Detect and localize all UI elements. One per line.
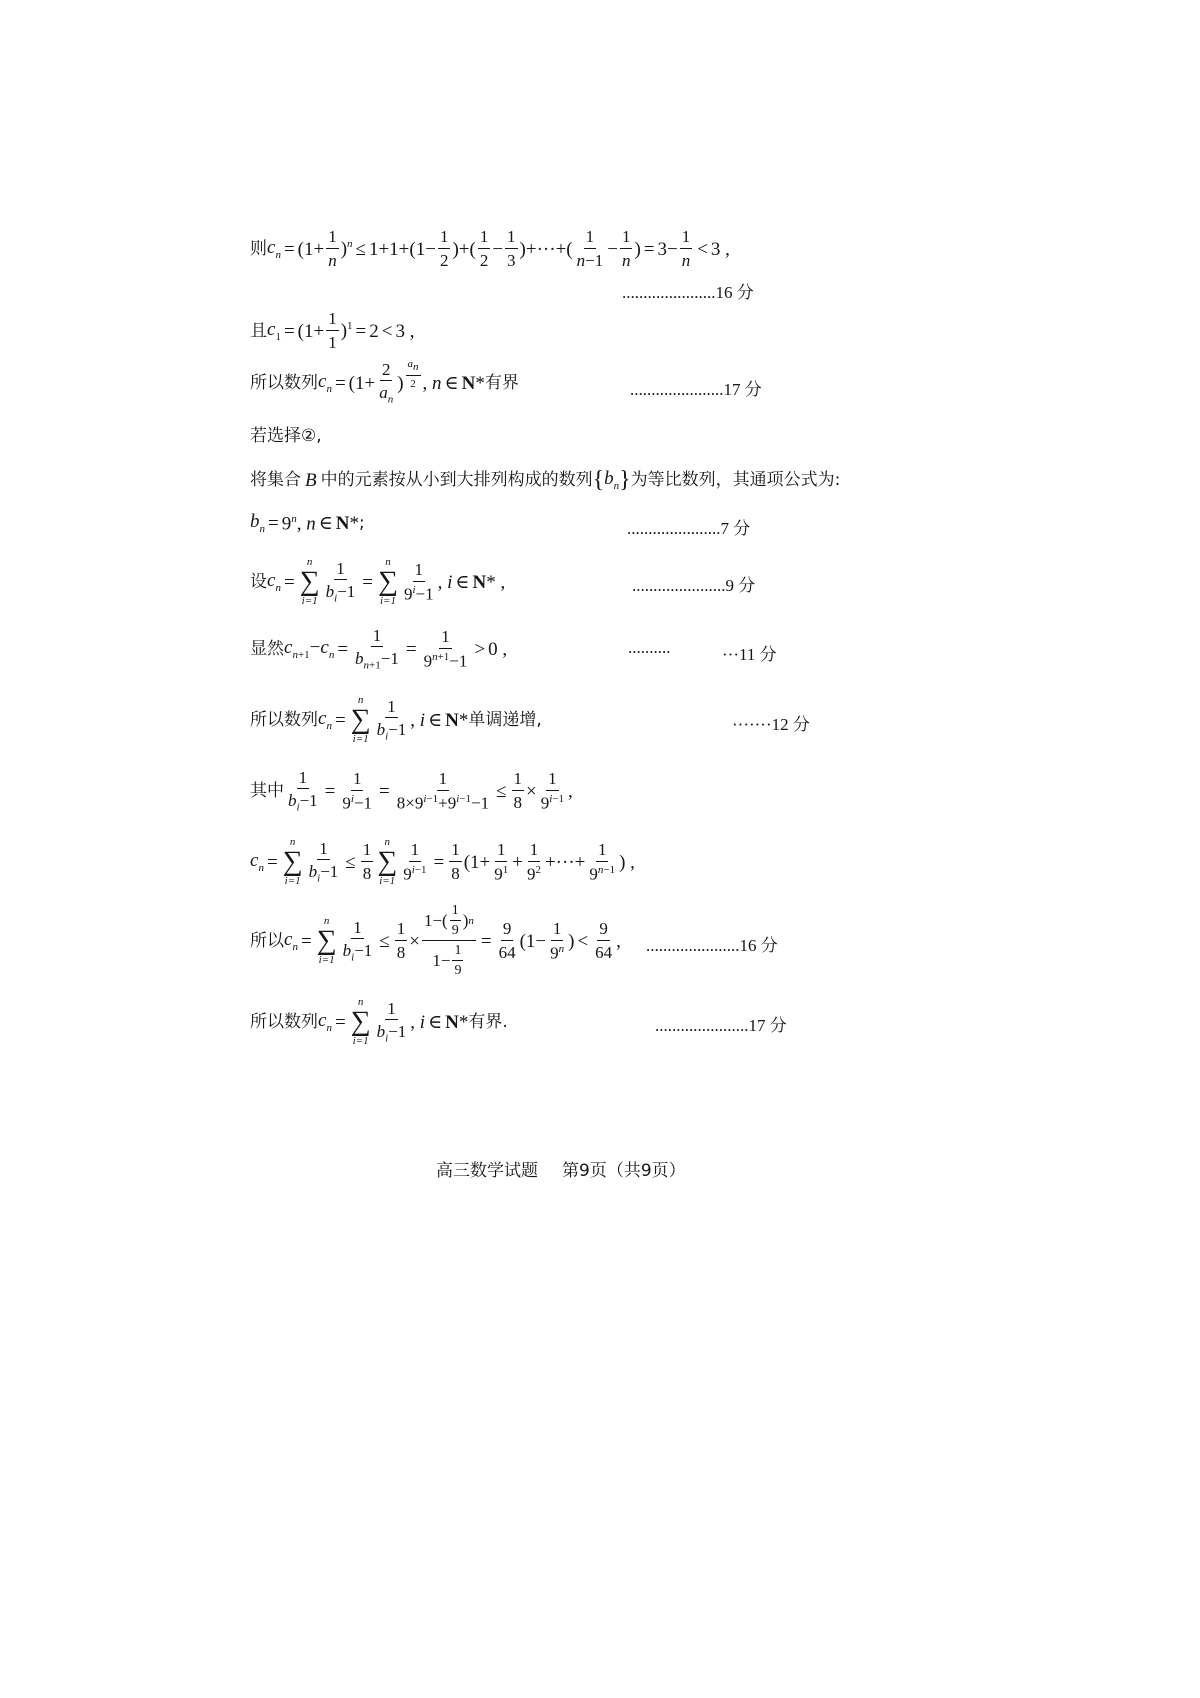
option-2-heading — [250, 428, 322, 445]
text-elements: 中的元素按从小到大排列构成的数列 — [320, 469, 593, 490]
proof-line-term-bound: 其中 $\frac{1}{b_i-1}$ = $\frac{1}{9^i-1}$ = $\frac{1}{8\times 9^{i-1}+9^{i-1}-1}$ ≤ $\frac{1}{8}$ × $\frac{1}{9^{i-1}}$ , — [250, 767, 573, 814]
text-and: 且 — [250, 320, 267, 341]
proof-line-sum-bound: $c_n$ = n ∑ i=1 $\frac{1}{b_i-1}$ ≤ $\frac{1}{8}$ n ∑ i=1 $\frac{1}{9^{i-1}}$ = $\frac{1}{8}$ (1+ $\frac{1}{9^1}$ + $\frac{1}{9^2}$ +···+ $\frac{1}{9^{n-1}}$ ) , — [250, 836, 635, 887]
proof-line-bounded-1: 所以数列 $c_n$ = (1+ $\frac{2}{a_n}$ ) $\frac{a_n}{2}$ , n ∈ N * 有界 — [250, 358, 519, 406]
score-17-first: ......................17 分 — [630, 380, 762, 399]
score-7: ......................7 分 — [627, 519, 751, 538]
score-12: ·······12 分 — [732, 715, 810, 734]
text-bounded: 有界. — [468, 1011, 508, 1032]
score-17-second: ......................17 分 — [655, 1016, 787, 1035]
proof-line-geometric-sum: 所以 $c_n$ = n ∑ i=1 $\frac{1}{b_i-1}$ ≤ $\frac{1}{8}$ × 1−( $\frac{1}{9}$ ) n 1− $\frac{1}{9}$ = $\frac{9}{64}$ (1− $\frac{1}{9^n}$ ) < $\frac{9}{64}$ , — [250, 902, 621, 979]
text-then: 则 — [250, 238, 267, 259]
score-9: ......................9 分 — [632, 576, 756, 595]
proof-line-difference: 显然 $c_{n+1}-c_n$ = $\frac{1}{b_{n+1}-1}$ = $\frac{1}{9^{n+1}-1}$ > 0 , — [250, 625, 508, 672]
text-therefore-sequence: 所以数列 — [250, 372, 318, 393]
score-16-first: ......................16 分 — [622, 283, 754, 302]
text-bounded: 有界 — [484, 372, 519, 393]
proof-line-cn-def: 设 $c_n$ = n ∑ i=1 $\frac{1}{b_i-1}$ = n ∑ i=1 $\frac{1}{9^i-1}$ , i ∈ N * , — [250, 556, 506, 607]
text-where: 其中 — [250, 780, 284, 801]
math-expr: $c_n$ — [267, 236, 281, 261]
footer-subject: 高三数学试题 — [436, 1161, 538, 1181]
proof-line-set-b: 将集合 B 中的元素按从小到大排列构成的数列 { $b_n$ } 为等比数列，其通项公式为: — [250, 467, 841, 493]
proof-line-bn-formula: $b_n$ = 9$^n$, n ∈ N * ; — [250, 511, 365, 535]
text-set: 将集合 — [250, 469, 301, 490]
text-geometric: 为等比数列，其通项公式为: — [630, 469, 841, 490]
score-11: ···11 分 — [722, 645, 777, 664]
text-therefore-sequence: 所以数列 — [250, 709, 318, 730]
sum-symbol: n ∑ i=1 — [299, 556, 320, 607]
text-let: 设 — [250, 571, 267, 592]
score-11-dots: .......... — [628, 638, 671, 657]
text-obviously: 显然 — [250, 638, 284, 659]
proof-line-increasing: 所以数列 $c_n$ = n ∑ i=1 $\frac{1}{b_i-1}$ , i ∈ N * 单调递增, — [250, 694, 542, 745]
score-16-second: ......................16 分 — [646, 936, 778, 955]
proof-line-cn-bound: 则 $c_n$ = (1+ $\frac{1}{n}$ )$^n$ ≤ 1+1+(1− $\frac{1}{2}$ )+( $\frac{1}{2}$ − $\frac{1}{3}$ )+···+( $\frac{1}{n-1}$ − $\frac{1}{n}$ ) = 3− $\frac{1}{n}$ < 3 , — [250, 227, 730, 270]
text-monotone: 单调递增, — [468, 709, 542, 730]
fraction: $\frac{1}{n}$ — [328, 227, 337, 270]
text-if-choose-2: 若选择②, — [250, 426, 322, 446]
proof-line-bounded-2: 所以数列 $c_n$ = n ∑ i=1 $\frac{1}{b_i-1}$ , i ∈ N * 有界. — [250, 996, 508, 1047]
text-therefore-sequence: 所以数列 — [250, 1011, 318, 1032]
proof-line-c1: 且 $c_1$ = (1+ $\frac{1}{1}$ )$^1$ = 2 < 3 , — [250, 309, 415, 352]
geometric-fraction: 1−( $\frac{1}{9}$ ) n 1− $\frac{1}{9}$ — [423, 902, 474, 979]
footer-page-number: 第9页（共9页） — [562, 1161, 686, 1181]
text-therefore: 所以 — [250, 930, 284, 951]
